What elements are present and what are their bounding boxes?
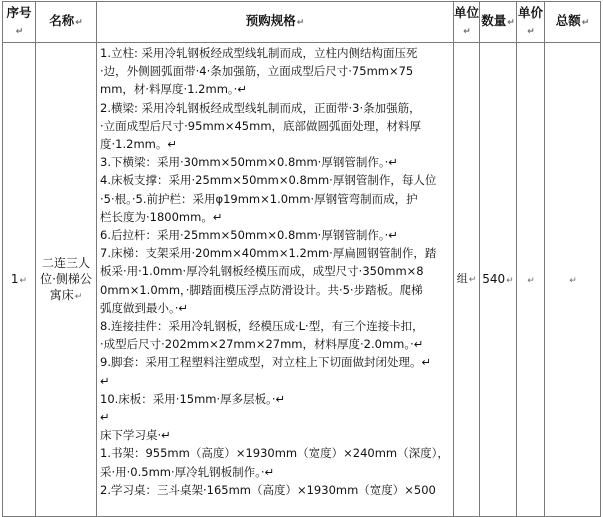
paragraph-mark: ↵ bbox=[506, 275, 514, 286]
spec-line: 6.后拉杆：采用·25mm×50mm×0.8mm·厚钢管制作。·↵ bbox=[100, 228, 398, 243]
spec-line: 7.床梯：支架采用·20mm×40mm×1.2mm·厚扁圆钢管制作，踏 bbox=[100, 246, 437, 261]
paragraph-mark: ↵ bbox=[463, 26, 471, 37]
header-spec: 预购规格↵ bbox=[97, 2, 454, 43]
spec-line: 采·用·0.5mm·厚冷轧钢板制作。·↵ bbox=[100, 464, 275, 479]
qty-cell: 540↵ bbox=[480, 43, 517, 517]
unit-cell: 组↵ bbox=[454, 43, 480, 517]
header-name: 名称↵ bbox=[36, 2, 97, 43]
paragraph-mark: ↵ bbox=[15, 26, 24, 37]
spec-line: 弧度做到最小。·↵ bbox=[100, 300, 189, 315]
spec-line: 2.横梁: 采用冷轧钢板经成型线轧制而成，正面带·3·条加强筋， bbox=[100, 100, 421, 115]
spec-line: ·5·根。·5.前护栏：采用φ19mm×1.0mm·厚钢管弯制而成，护 bbox=[100, 191, 418, 206]
header-total: 总额↵ bbox=[545, 2, 601, 43]
spec-line: 1.书架：955mm（高度）×1930mm（宽度）×240mm（深度）， bbox=[100, 446, 449, 461]
seq-cell: 1↵ bbox=[3, 43, 36, 517]
paragraph-mark: ↵ bbox=[507, 18, 515, 28]
spec-line: 0mm×1.0mm，·脚踏面模压浮点防滑设计。共·5·步踏板。爬梯 bbox=[100, 282, 423, 297]
spec-line: 1.立柱: 采用冷轧钢板经成型线轧制而成，立柱内侧结构面压死 bbox=[100, 46, 418, 60]
price-cell bbox=[517, 43, 545, 517]
spec-line: ↵ bbox=[100, 410, 110, 425]
paragraph-mark: ↵ bbox=[468, 275, 477, 285]
header-qty: 数量↵ bbox=[480, 2, 517, 43]
paragraph-mark: ↵ bbox=[527, 26, 535, 37]
header-unit: 单位↵ bbox=[454, 2, 480, 43]
header-price: 单价↵ bbox=[517, 2, 545, 43]
paragraph-mark: ↵ bbox=[569, 275, 577, 286]
spec-lines bbox=[100, 44, 450, 499]
total-cell bbox=[545, 43, 601, 517]
procurement-table bbox=[2, 1, 601, 517]
spec-line: 8.连接挂件：采用冷轧钢板，经模压成·L·型，有三个连接卡扣， bbox=[100, 319, 424, 334]
header-row bbox=[3, 2, 601, 43]
paragraph-mark: ↵ bbox=[527, 275, 535, 286]
spec-cell bbox=[97, 43, 454, 517]
spec-line: 3.下横梁：采用·30mm×50mm×0.8mm·厚钢管制作。·↵ bbox=[100, 155, 398, 170]
spec-line: 10.床板：采用·15mm·厚多层板。·↵ bbox=[100, 391, 286, 406]
spec-line: 2.学习桌：三斗桌架·165mm（高度）×1930mm（宽度）×500 bbox=[100, 482, 436, 497]
spec-line: ·边，外侧圆弧面带·4·条加强筋，立面成型后尺寸·75mm×75 bbox=[100, 64, 414, 79]
paragraph-mark: ↵ bbox=[75, 18, 83, 28]
spec-line: 4.床板支撑：采用·25mm×50mm×0.8mm·厚钢管制作，每人位 bbox=[100, 173, 437, 188]
spec-line: ↵ bbox=[100, 373, 110, 388]
spec-line: ·成型后尺寸·202mm×27mm×27mm，材料厚度·2.0mm。·↵ bbox=[100, 337, 424, 352]
spec-line: 床下学习桌·↵ bbox=[100, 428, 171, 443]
spec-line: 板采·用·1.0mm·厚冷轧钢板经模压而成，成型尺寸·350mm×8 bbox=[100, 264, 424, 279]
spec-line: 9.脚套：采用工程塑料注塑成型，对立柱上下切面做封闭处理。↵ bbox=[100, 355, 432, 370]
spec-line: mm，材·料厚度·1.2mm。·↵ bbox=[100, 82, 247, 97]
spec-line: 栏长度为·1800mm。↵ bbox=[100, 209, 223, 224]
paragraph-mark: ↵ bbox=[296, 18, 305, 28]
paragraph-mark: ↵ bbox=[74, 291, 83, 302]
spec-line: ·立面成型后尺寸·95mm×45mm，底部做圆弧面处理，材料厚 bbox=[100, 118, 422, 133]
table-row bbox=[3, 43, 601, 517]
paragraph-mark: ↵ bbox=[581, 18, 590, 28]
name-cell: 二连三人位·侧梯公寓床↵ bbox=[36, 43, 97, 517]
paragraph-mark: ↵ bbox=[19, 275, 28, 286]
header-seq: 序号↵ bbox=[3, 2, 36, 43]
spec-line: 度·1.2mm。↵ bbox=[100, 137, 177, 152]
